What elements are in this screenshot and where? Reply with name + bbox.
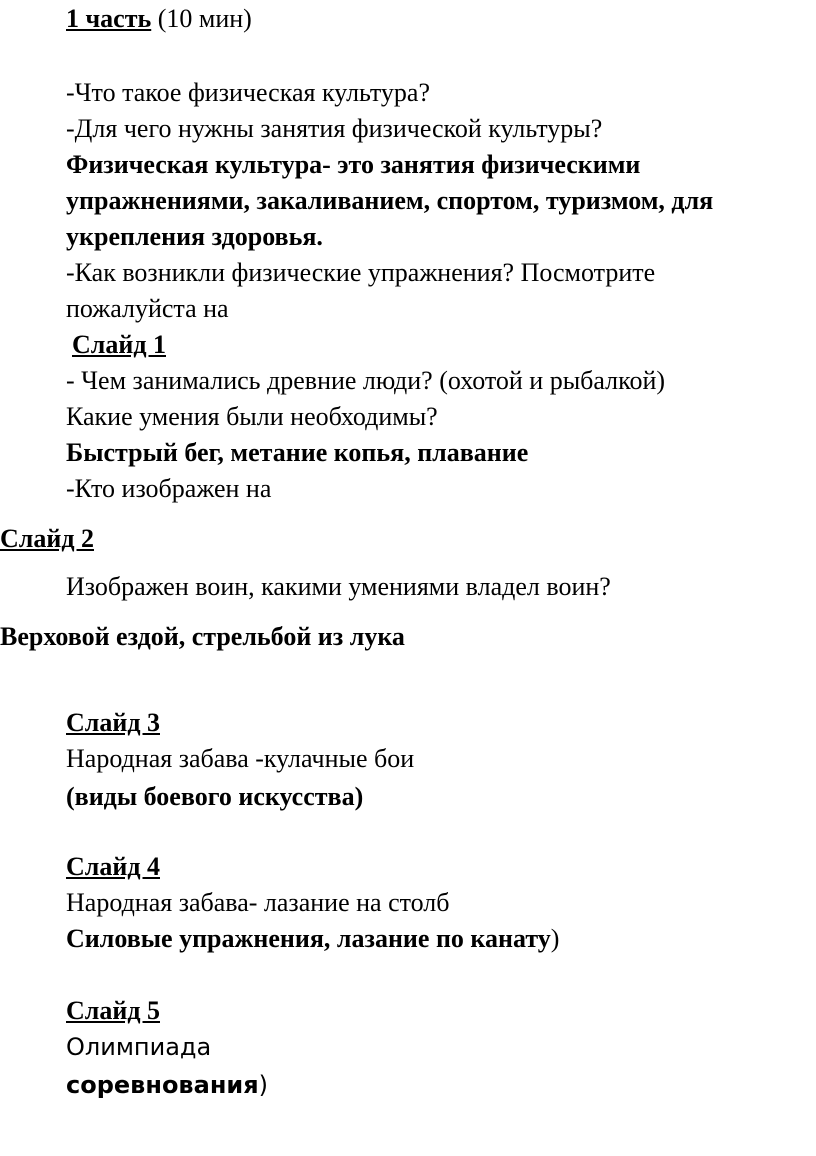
slide-5-line-2-tail: ) — [258, 1071, 268, 1099]
slide-4-answer-bold: Силовые упражнения, лазание по канату — [66, 924, 551, 953]
definition-line-1: Физическая культура- это занятия физическими — [66, 150, 641, 179]
slide-3-answer: (виды боевого искусства) — [66, 782, 364, 811]
intro-question-2: -Для чего нужны занятия физической культуры? — [66, 114, 603, 143]
slide-3-text: Народная забава -кулачные бои — [66, 744, 415, 773]
slide-1-question-3: -Кто изображен на — [66, 474, 272, 503]
slide-2-heading: Слайд 2 — [0, 524, 94, 553]
definition-line-2: упражнениями, закаливанием, спортом, туризмом, для — [66, 186, 714, 215]
slide-2-question: Изображен воин, какими умениями владел воин? — [66, 572, 611, 601]
slide-4-heading: Слайд 4 — [66, 852, 160, 881]
slide-4-answer-tail: ) — [550, 924, 560, 953]
intro-question-1: -Что такое физическая культура? — [66, 78, 431, 107]
part-duration: (10 мин) — [151, 4, 252, 33]
slide-2-answer: Верховой ездой, стрельбой из лука — [0, 622, 405, 651]
part-title: 1 часть — [66, 4, 152, 33]
slide-5-line-2-bold: соревнования — [66, 1071, 259, 1099]
slide-1-question-1: - Чем занимались древние люди? (охотой и рыбалкой) — [66, 366, 666, 395]
slide-1-question-2: Какие умения были необходимы? — [66, 402, 438, 431]
part-header — [66, 2, 252, 36]
slide-1-answer: Быстрый бег, метание копья, плавание — [66, 438, 529, 467]
slide-4-text: Народная забава- лазание на столб — [66, 888, 450, 917]
slide-3-heading: Слайд 3 — [66, 708, 160, 737]
intro-question-3-line-2: пожалуйста на — [66, 294, 229, 323]
slide-1-heading: Слайд 1 — [72, 330, 166, 359]
slide-5-line-2 — [66, 1068, 268, 1102]
definition-line-3: укрепления здоровья. — [66, 222, 323, 251]
intro-question-3-line-1: -Как возникли физические упражнения? Посмотрите — [66, 258, 656, 287]
slide-4-answer — [66, 922, 559, 956]
slide-5-heading: Слайд 5 — [66, 996, 160, 1025]
slide-5-line-1: Олимпиада — [66, 1033, 212, 1061]
